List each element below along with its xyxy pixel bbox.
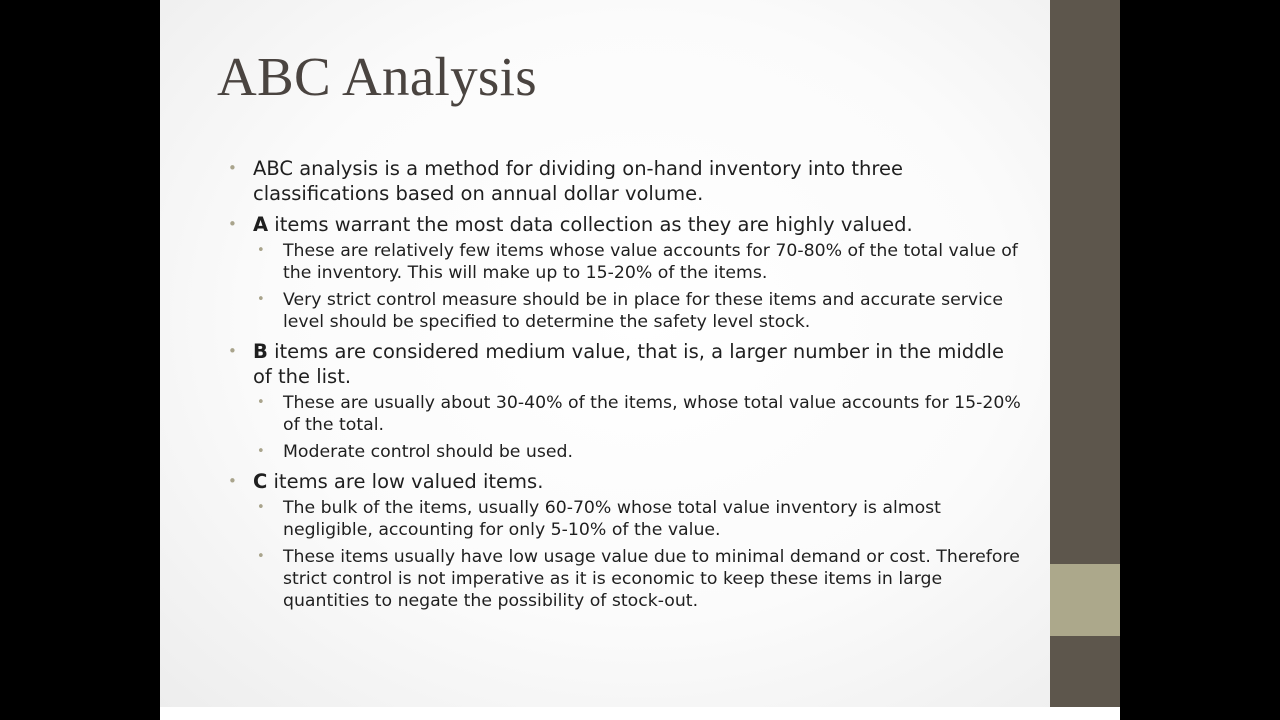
- sub-bullet-icon: •: [257, 549, 265, 564]
- bullet-c-items: [226, 469, 1026, 612]
- sub-bullet-text: These are relatively few items whose value accounts for 70-80% of the total value of the inventory. This will make up to 15-20% of the items.: [283, 241, 1018, 283]
- bullet-list: [226, 156, 1026, 612]
- sub-bullet-text: The bulk of the items, usually 60-70% whose total value inventory is almost negligible, accounting for only 5-10% of the value.: [283, 498, 941, 540]
- sub-bullet: [253, 546, 1026, 612]
- bullet-b-items: [226, 339, 1026, 463]
- sub-bullet-list: [253, 497, 1026, 612]
- sub-bullet-text: These are usually about 30-40% of the items, whose total value accounts for 15-20% of the total.: [283, 393, 1021, 435]
- sub-bullet-list: [253, 392, 1026, 463]
- bullet-icon: •: [228, 159, 237, 177]
- slide-title: ABC Analysis: [217, 46, 537, 107]
- sub-bullet-icon: •: [257, 395, 265, 410]
- bullet-intro: [226, 156, 1026, 206]
- sub-bullet: [253, 240, 1026, 284]
- sub-bullet-icon: •: [257, 292, 265, 307]
- bullet-text: items are low valued items.: [267, 470, 544, 493]
- sub-bullet-icon: •: [257, 243, 265, 258]
- sub-bullet-text: These items usually have low usage value due to minimal demand or cost. Therefore strict control is not imperative as it is economic to keep these items in large quantities to negate the possibility of stock-out.: [283, 547, 1020, 611]
- sub-bullet: [253, 392, 1026, 436]
- bullet-icon: •: [228, 342, 237, 360]
- sub-bullet-text: Very strict control measure should be in place for these items and accurate service level should be specified to determine the safety level stock.: [283, 290, 1004, 332]
- sub-bullet-list: [253, 240, 1026, 333]
- bullet-bold-label: C: [253, 470, 268, 493]
- bullet-icon: •: [228, 215, 237, 233]
- bullet-bold-label: B: [253, 340, 268, 363]
- slide-sidebar-accent: [1050, 564, 1120, 636]
- sub-bullet: [253, 289, 1026, 333]
- sub-bullet: [253, 497, 1026, 541]
- bullet-a-items: [226, 212, 1026, 333]
- slide: [160, 0, 1120, 707]
- bullet-text: ABC analysis is a method for dividing on-hand inventory into three classifications based on annual dollar volume.: [253, 157, 903, 205]
- bullet-icon: •: [228, 472, 237, 490]
- bullet-text: items are considered medium value, that is, a larger number in the middle of the list.: [253, 340, 1004, 388]
- bullet-text: items warrant the most data collection as they are highly valued.: [268, 213, 913, 236]
- sub-bullet: [253, 441, 1026, 463]
- slide-bottom-strip: [160, 707, 1120, 720]
- bullet-bold-label: A: [253, 213, 269, 236]
- sub-bullet-text: Moderate control should be used.: [283, 442, 573, 462]
- slide-body: [226, 156, 1026, 618]
- sub-bullet-icon: •: [257, 444, 265, 459]
- sub-bullet-icon: •: [257, 500, 265, 515]
